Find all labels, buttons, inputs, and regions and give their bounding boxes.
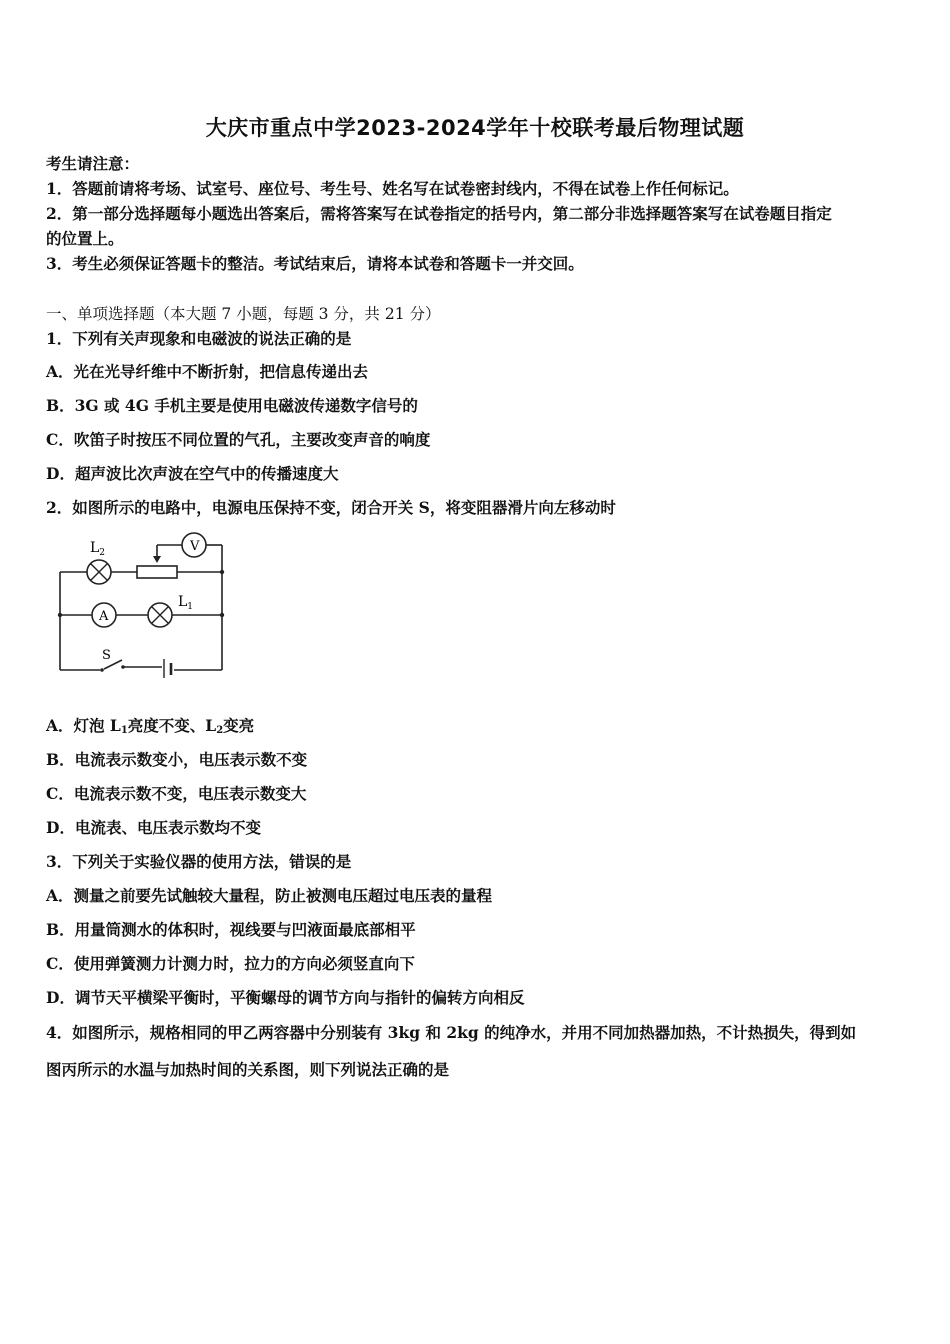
q1-stem: 1．下列有关声现象和电磁波的说法正确的是 [46, 329, 352, 348]
ammeter-label: A [99, 609, 109, 624]
battery [164, 659, 171, 678]
lamp-l2 [87, 560, 111, 584]
q1-option-b: B．3G 或 4G 手机主要是使用电磁波传递数字信号的 [46, 396, 418, 415]
notice-item-3: 3．考生必须保证答题卡的整洁。考试结束后，请将本试卷和答题卡一并交回。 [46, 254, 584, 273]
q2-option-b: B．电流表示数变小，电压表示数不变 [46, 750, 308, 769]
q2-option-a: A．灯泡 $L_1$亮度不变、$L_2$变亮 [46, 716, 255, 736]
switch-label: S [102, 648, 111, 663]
lamp-l1 [148, 603, 172, 627]
notice-item-2-cont: 的位置上。 [46, 229, 124, 248]
q3-option-b: B．用量筒测水的体积时，视线要与凹液面最底部相平 [46, 920, 416, 939]
q4-stem-line2: 图丙所示的水温与加热时间的关系图，则下列说法正确的是 [46, 1060, 450, 1079]
notice-heading: 考生请注意： [46, 154, 140, 173]
q4-stem-line1: 4．如图所示，规格相同的甲乙两容器中分别装有 3kg 和 2kg 的纯净水，并用不同加热器加热，不计热损失，得到如 [46, 1023, 857, 1042]
q3-option-d: D．调节天平横梁平衡时，平衡螺母的调节方向与指针的偏转方向相反 [46, 988, 525, 1007]
junction-dot [220, 613, 224, 617]
notice-item-2: 2．第一部分选择题每小题选出答案后，需将答案写在试卷指定的括号内，第二部分非选择题答案写在试卷题目指定 [46, 204, 832, 223]
q3-stem: 3．下列关于实验仪器的使用方法，错误的是 [46, 852, 352, 871]
l1-label: $L_1$ [178, 594, 194, 612]
section-heading: 一、单项选择题（本大题 7 小题，每题 3 分，共 21 分） [46, 305, 441, 323]
page-title: 大庆市重点中学2023-2024学年十校联考最后物理试题 [205, 116, 745, 140]
junction-dot [58, 613, 62, 617]
q2-option-d: D．电流表、电压表示数均不变 [46, 818, 261, 837]
rheostat [137, 566, 177, 578]
junction-dot [220, 570, 224, 574]
l2-label: $L_2$ [90, 540, 106, 558]
switch-contact [100, 668, 104, 672]
q2-stem: 2．如图所示的电路中，电源电压保持不变，闭合开关 S，将变阻器滑片向左移动时 [46, 498, 616, 517]
circuit-diagram [52, 530, 242, 685]
q1-option-c: C．吹笛子时按压不同位置的气孔，主要改变声音的响度 [46, 430, 431, 449]
q1-option-d: D．超声波比次声波在空气中的传播速度大 [46, 464, 339, 483]
q3-option-a: A．测量之前要先试触较大量程，防止被测电压超过电压表的量程 [46, 886, 493, 905]
q3-option-c: C．使用弹簧测力计测力时，拉力的方向必须竖直向下 [46, 954, 415, 973]
q2-option-c: C．电流表示数不变，电压表示数变大 [46, 784, 307, 803]
notice-item-1: 1．答题前请将考场、试室号、座位号、考生号、姓名写在试卷密封线内，不得在试卷上作任何标记。 [46, 179, 739, 198]
q1-option-a: A．光在光导纤维中不断折射，把信息传递出去 [46, 362, 369, 381]
switch-contact [121, 665, 125, 669]
voltmeter-label: V [190, 539, 200, 554]
slider-arrow [153, 556, 161, 563]
